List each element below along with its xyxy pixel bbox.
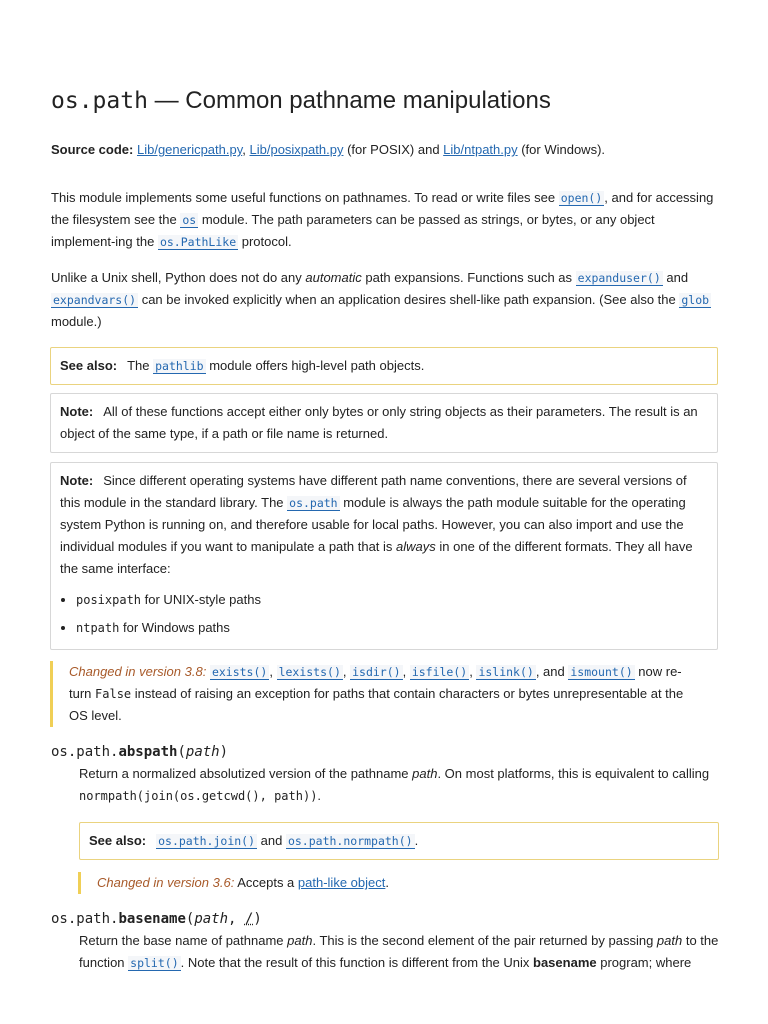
text: module. The path parameters can be passed as strings, or bytes, or any object implement-ing the: [51, 212, 655, 249]
text: path expansions. Functions such as: [361, 270, 576, 285]
sig-prefix: os.path.: [51, 911, 119, 927]
text: .: [385, 875, 389, 890]
ismount-link[interactable]: ismount(): [570, 665, 633, 679]
expanduser-link[interactable]: expanduser(): [577, 271, 661, 285]
glob-link[interactable]: glob: [681, 293, 710, 307]
see-also-pathlib-box: [50, 347, 718, 385]
version-changed-38: [50, 661, 699, 727]
sep: ,: [342, 664, 351, 679]
expansion-paragraph: [51, 267, 717, 333]
sig-param: path: [194, 911, 229, 927]
list-item: [76, 614, 708, 642]
open-link[interactable]: open(): [560, 191, 603, 205]
note-bytes-box: [50, 393, 718, 453]
positional-only-marker[interactable]: /: [244, 911, 254, 927]
sig-paren: (: [177, 744, 186, 760]
see-also-label: See also:: [60, 358, 118, 373]
path-like-object-link[interactable]: path-like object: [297, 875, 386, 890]
exists-link[interactable]: exists(): [211, 665, 268, 679]
sig-param: path: [185, 744, 220, 760]
sig-name: abspath: [118, 744, 178, 760]
basename-description: [79, 930, 719, 974]
isdir-link[interactable]: isdir(): [352, 665, 401, 679]
genericpath-link[interactable]: Lib/genericpath.py: [136, 142, 243, 157]
text: module offers high-level path objects.: [205, 358, 425, 373]
os-link[interactable]: os: [182, 213, 197, 227]
source-label: Source code:: [51, 142, 134, 157]
sep: ,: [269, 664, 277, 679]
sep: ,: [402, 664, 410, 679]
note-versions-box: [50, 462, 718, 650]
os-path-join-link[interactable]: os.path.join(): [158, 834, 256, 848]
source-mid: (for POSIX) and: [343, 142, 444, 157]
text: The: [127, 358, 154, 373]
text: program; where: [596, 955, 692, 970]
source-end: (for Windows).: [517, 142, 606, 157]
title-module: os.path: [51, 88, 148, 114]
text: for UNIX-style paths: [141, 592, 261, 607]
note-label: Note:: [60, 473, 94, 488]
module-list: [60, 586, 708, 642]
ntpath-link[interactable]: Lib/ntpath.py: [443, 142, 518, 157]
emphasis: path: [287, 933, 313, 948]
pathlib-link[interactable]: pathlib: [155, 359, 204, 373]
text: .: [414, 833, 419, 848]
text: Return a normalized absolutized version of the pathname: [79, 766, 413, 781]
text: Unlike a Unix shell, Python does not do any: [51, 270, 306, 285]
text: . Note that the result of this function is different from the Unix: [180, 955, 534, 970]
sig-paren: (: [185, 911, 195, 927]
pathlike-link[interactable]: os.PathLike: [159, 235, 237, 249]
text: can be invoked explicitly when an application desires shell-like path expansion. (See also the: [138, 292, 680, 307]
text: and: [662, 270, 689, 285]
text: for Windows paths: [119, 620, 230, 635]
split-link[interactable]: split(): [130, 956, 179, 970]
text: now re-turn: [69, 664, 682, 701]
text: protocol.: [238, 234, 292, 249]
text: in one of the different formats. They all have the same interface:: [60, 539, 693, 576]
text: , and for accessing the filesystem see the: [51, 190, 714, 227]
see-also-label: See also:: [89, 833, 147, 848]
text: instead of raising an exception for paths that contain characters or bytes unrepresentable at the OS level.: [69, 686, 684, 723]
emphasis: always: [396, 539, 436, 554]
note-label: Note:: [60, 404, 94, 419]
abspath-description: [79, 763, 719, 807]
text: This module implements some useful functions on pathnames. To read or write files see: [51, 190, 559, 205]
title-dash: —: [154, 87, 179, 114]
sig-prefix: os.path.: [51, 744, 119, 760]
text: .: [317, 788, 322, 803]
source-code-line: [51, 139, 717, 161]
page-title: [51, 84, 551, 118]
posixpath-link[interactable]: Lib/posixpath.py: [249, 142, 344, 157]
basename-signature: [51, 908, 262, 929]
sig-paren: ): [253, 911, 262, 927]
emphasis: path: [656, 933, 683, 948]
version-label: Changed in version 3.8:: [69, 664, 207, 679]
text: Return the base name of pathname: [79, 933, 288, 948]
intro-paragraph: [51, 187, 717, 253]
module-name: ntpath: [76, 621, 120, 635]
text: Since different operating systems have different path name conventions, there are several versions of this module in the standard library. The: [60, 473, 687, 510]
module-name: posixpath: [76, 593, 142, 607]
text: module is always the path module suitable for the operating system Python is running on, and therefore usable for local paths. However, you can also import and use the individual modules if you want to manipulate a path that is: [60, 495, 686, 554]
title-text: Common pathname manipulations: [185, 87, 551, 114]
text: . This is the second element of the pair returned by passing: [312, 933, 657, 948]
os-path-link[interactable]: os.path: [289, 496, 338, 510]
lexists-link[interactable]: lexists(): [278, 665, 341, 679]
text: to the function: [79, 933, 719, 970]
text: Accepts a: [234, 875, 298, 890]
abspath-signature: [51, 741, 228, 762]
bold-term: basename: [533, 955, 597, 970]
text: module.): [51, 314, 102, 329]
version-changed-36: [78, 872, 697, 894]
sig-name: basename: [118, 911, 186, 927]
text: and: [257, 833, 286, 848]
os-path-normpath-link[interactable]: os.path.normpath(): [287, 834, 413, 848]
sep: , and: [535, 664, 569, 679]
sep: ,: [469, 664, 477, 679]
version-label: Changed in version 3.6:: [97, 875, 235, 890]
list-item: [76, 586, 708, 614]
note-text: All of these functions accept either only bytes or only string objects as their parameters. The result is an object of the same type, if a path or file name is returned.: [60, 404, 698, 441]
emphasis: automatic: [305, 270, 362, 285]
emphasis: path: [412, 766, 438, 781]
false-literal: False: [95, 687, 132, 701]
sig-comma: ,: [228, 911, 245, 927]
sig-paren: ): [219, 744, 229, 760]
text: . On most platforms, this is equivalent to calling: [437, 766, 710, 781]
islink-link[interactable]: islink(): [478, 665, 534, 679]
code-literal: normpath(join(os.getcwd(), path)): [79, 789, 318, 803]
see-also-abspath-box: [79, 822, 719, 860]
expandvars-link[interactable]: expandvars(): [53, 293, 137, 307]
source-sep: ,: [242, 142, 250, 157]
isfile-link[interactable]: isfile(): [411, 665, 468, 679]
